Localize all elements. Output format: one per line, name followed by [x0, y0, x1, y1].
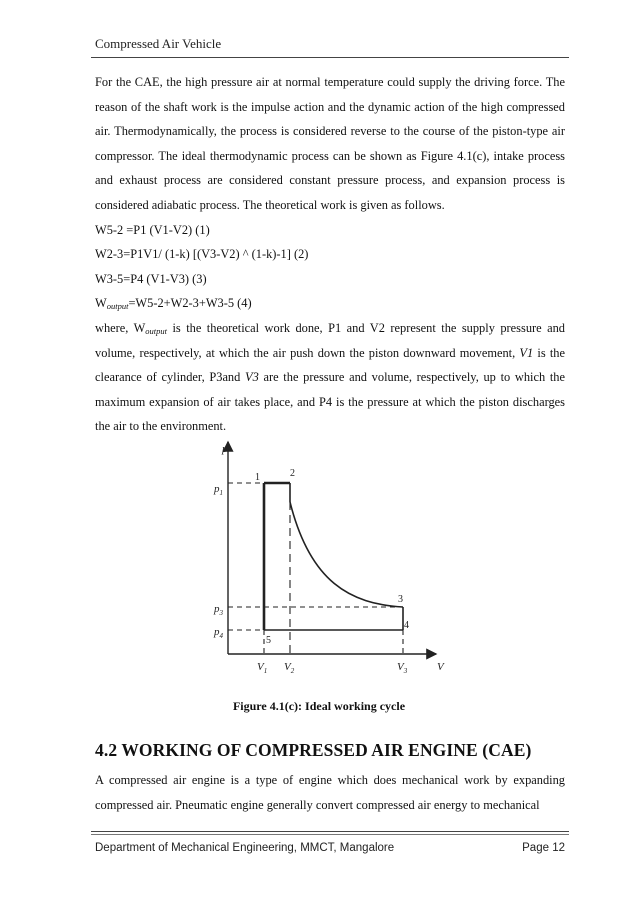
- where-text-d: are the pressure and volume, respectively, up to which the maximum expansion of air takes place, and P4 is the pressure at which the piston discharges the air to the environment.: [95, 370, 566, 434]
- p4-label-sub: 4: [219, 632, 223, 640]
- p3-label-sub: 3: [219, 609, 223, 617]
- v2-label-letter: V: [284, 661, 291, 673]
- point-4-label: 4: [404, 620, 409, 631]
- v1-label-letter: V: [257, 661, 264, 673]
- section-body: [95, 768, 565, 818]
- pv-diagram-figure: [200, 432, 460, 692]
- point-2-label: 2: [290, 468, 295, 479]
- paragraph-cae-intro: For the CAE, the high pressure air at normal temperature could supply the driving force. The reason of the shaft work is the impulse action and the dynamic action of the high compressed air. Thermodynamically, the process is considered reverse to the course of the piston-type air compressor. The ideal thermodynamic process can be shown as Figure 4.1(c), intake process and exhaust process are considered constant pressure process, and expansion process is considered adiabatic process. The theoretical work is given as follows.: [95, 75, 565, 212]
- where-v3: V3: [245, 370, 259, 385]
- where-text-c: is the clearance of cylinder, P3and: [95, 345, 565, 385]
- where-text-b: is the theoretical work done, P1 and V2 represent the supply pressure and volume, respectively, at which the air push down the piston downward movement,: [95, 320, 565, 360]
- equation-4-rest: =W5-2+W2-3+W3-5 (4): [128, 296, 252, 311]
- header-rule: [91, 57, 569, 58]
- point-3-label: 3: [398, 594, 403, 605]
- equation-1: W5-2 =P1 (V1-V2) (1): [95, 222, 210, 237]
- section-heading: 4.2 WORKING OF COMPRESSED AIR ENGINE (CAE): [95, 740, 532, 760]
- v3-label-sub: 3: [403, 667, 408, 675]
- figure-caption: Figure 4.1(c): Ideal working cycle: [232, 699, 406, 713]
- point-1-label: 1: [255, 472, 260, 483]
- where-text-a: where, W: [95, 320, 146, 335]
- p3-label: [213, 603, 224, 617]
- paragraph-where: [95, 316, 565, 439]
- p-axis-label: p: [222, 443, 228, 455]
- p1-label-sub: 1: [219, 489, 223, 497]
- v1-label-sub: 1: [263, 667, 268, 675]
- p4-label: [213, 626, 224, 640]
- equation-2: W2-3=P1V1/ (1-k) [(V3-V2) ^ (1-k)-1] (2): [95, 247, 309, 262]
- body-text: [95, 70, 565, 439]
- equation-3: W3-5=P4 (V1-V3) (3): [95, 271, 207, 286]
- v3-label: [397, 661, 408, 675]
- p1-label-letter: p: [214, 483, 220, 495]
- footer-page-number: Page 12: [522, 842, 565, 854]
- v2-label-sub: 2: [290, 667, 295, 675]
- p4-label-letter: p: [214, 626, 220, 638]
- footer-rule-thin: [91, 834, 569, 835]
- v-axis-label: V: [437, 661, 444, 673]
- footer-department: Department of Mechanical Engineering, MMCT, Mangalore: [95, 842, 395, 854]
- footer-rule: [91, 831, 569, 832]
- where-v1: V1: [519, 345, 534, 360]
- equation-4-subscript: output: [106, 301, 129, 312]
- paragraph-cae-definition: A compressed air engine is a type of engine which does mechanical work by expanding compressed air. Pneumatic engine generally convert compressed air energy to mechanical: [95, 773, 565, 812]
- p3-label-letter: p: [214, 603, 220, 615]
- where-subscript: output: [145, 325, 168, 336]
- pv-diagram: [200, 432, 460, 692]
- equation-4-w: W: [95, 296, 107, 311]
- v3-label-letter: V: [397, 661, 404, 673]
- p1-label: [213, 483, 223, 497]
- running-header: Compressed Air Vehicle: [95, 36, 222, 51]
- equation-4: [95, 291, 565, 316]
- expansion-curve-2-to-3: [290, 502, 403, 607]
- v2-label: [284, 661, 295, 675]
- point-5-label: 5: [266, 635, 271, 646]
- v1-label: [257, 661, 267, 675]
